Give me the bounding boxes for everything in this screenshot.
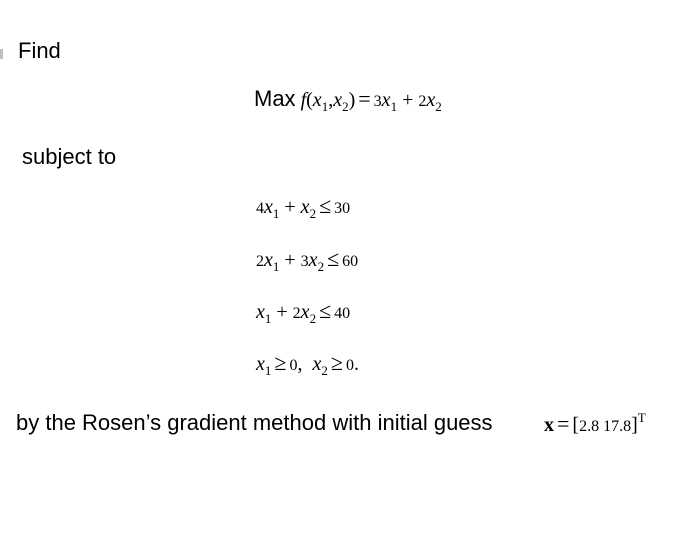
find-label: Find: [18, 38, 61, 63]
constraint-3: $x_1 + 2x_2 \le 40$: [256, 298, 351, 326]
initial-guess: x = [2.8 17.8]$^T$: [544, 410, 646, 436]
method-text: by the Rosen’s gradient method with initial guess: [16, 410, 493, 435]
left-edge-mark: [0, 49, 3, 59]
max-label: Max: [254, 86, 296, 111]
objective-function: Max $f(x_1,x_2) = 3x_1 + 2x_2$: [254, 86, 442, 114]
objective-coef-1: 3: [373, 93, 382, 110]
subject-to-label: subject to: [22, 144, 117, 169]
nonnegativity-constraint: $x_1 \ge 0$, $x_2 \ge 0$.: [256, 350, 359, 378]
objective-coef-2: 2: [418, 93, 427, 110]
function-name: f: [300, 89, 307, 111]
constraint-1: $4x_1 + x_2 \le 30$: [256, 193, 351, 221]
constraint-2: $2x_1 + 3x_2 \le 60$: [256, 246, 359, 274]
